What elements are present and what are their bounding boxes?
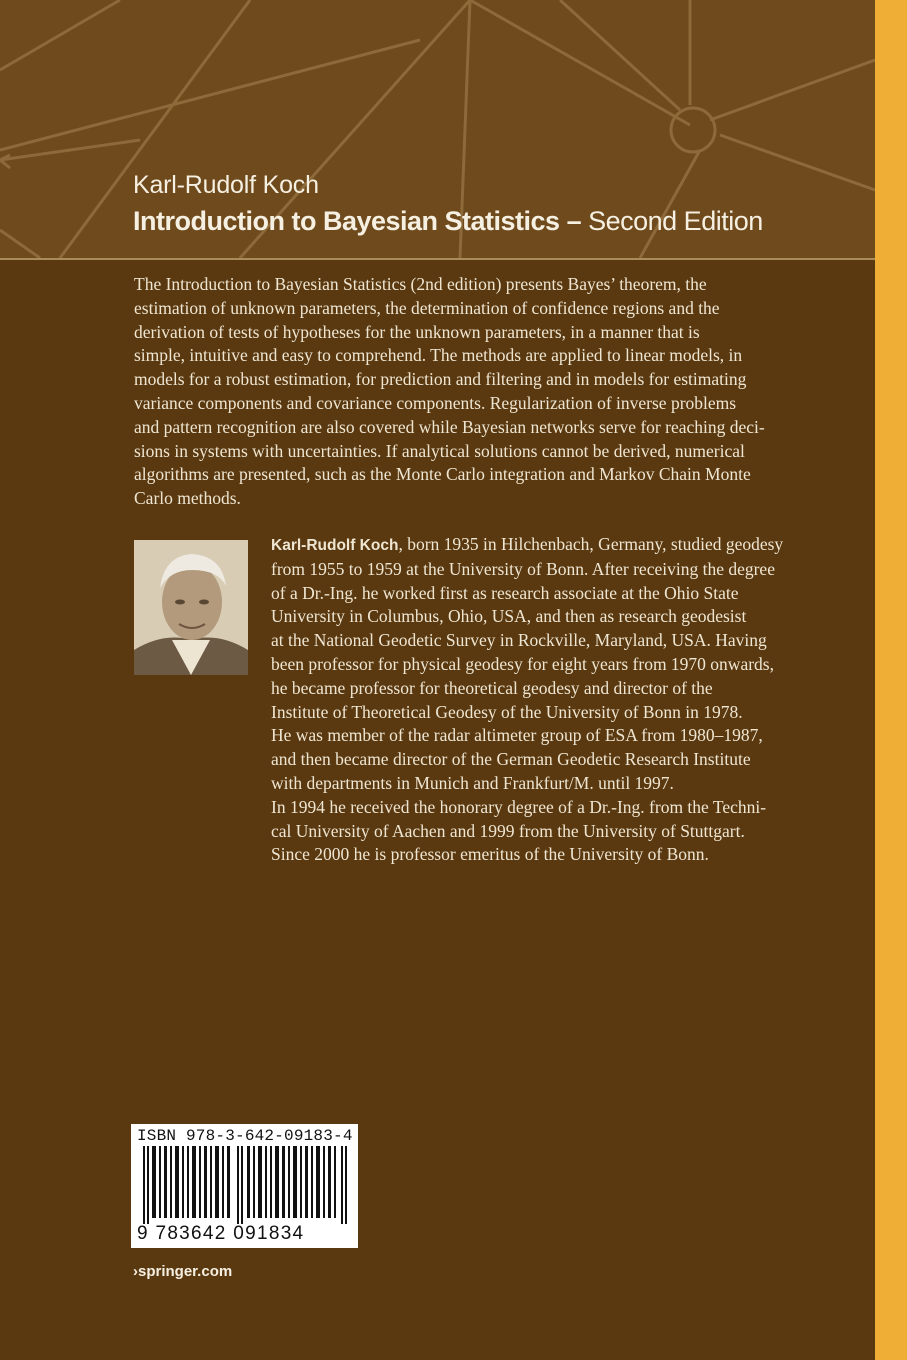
header-divider xyxy=(0,258,875,260)
book-description: The Introduction to Bayesian Statistics (2nd edition) presents Bayes’ theorem, the estimation of unknown parameters, the determination of confidence regions and the derivation of tests of hypotheses for the unknown parameters, in a manner that is simple, intuitive and easy to comprehend. The methods are applied to linear models, in models for a robust estimation, for prediction and filtering and in models for estimating variance components and covariance components. Regularization of inverse problems and pattern recognition are also covered while Bayesian networks serve for reaching deci- sions in systems with uncertainties. If analytical solutions cannot be derived, numerical algorithms are presented, such as the Monte Carlo integration and Markov Chain Monte Carlo methods. xyxy=(134,274,765,509)
author-biography xyxy=(271,533,816,867)
publisher-link[interactable] xyxy=(133,1263,232,1280)
author-photo xyxy=(134,540,248,675)
title-separator: – xyxy=(559,206,589,236)
bio-author-name: Karl-Rudolf Koch xyxy=(271,537,399,554)
book-title-line xyxy=(133,206,763,237)
edition-label: Second Edition xyxy=(588,206,763,236)
author-name-header: Karl-Rudolf Koch xyxy=(133,171,319,199)
isbn-barcode xyxy=(131,1124,358,1248)
isbn-label: ISBN 978-3-642-09183-4 xyxy=(137,1127,353,1145)
book-title: Introduction to Bayesian Statistics xyxy=(133,206,560,236)
ean-digits: 9 783642 091834 xyxy=(137,1223,305,1244)
publisher-url: springer.com xyxy=(138,1263,233,1280)
bio-text: , born 1935 in Hilchenbach, Germany, studied geodesy from 1955 to 1959 at the University of Bonn. After receiving the degree of a Dr.-Ing. he worked first as research associate at the Ohio State University in Columbus, Ohio, USA, and then as research geodesist at the National Geodetic Survey in Rockville, Maryland, USA. Having been professor for physical geodesy for eight years from 1970 onwards, he became professor for theoretical geodesy and director of the Institute of Theoretical Geodesy of the University of Bonn in 1978. He was member of the radar altimeter group of ESA from 1980–1987, and then became director of the German Geodetic Research Institute with departments in Munich and Frankfurt/M. until 1997. In 1994 he received the honorary degree of a Dr.-Ing. from the Techni- cal University of Aachen and 1999 from the University of Stuttgart. Since 2000 he is professor emeritus of the University of Bonn. xyxy=(271,534,784,865)
chevron-right-icon: › xyxy=(133,1263,138,1280)
spine-band xyxy=(875,0,907,1360)
barcode-bars xyxy=(141,1146,351,1224)
